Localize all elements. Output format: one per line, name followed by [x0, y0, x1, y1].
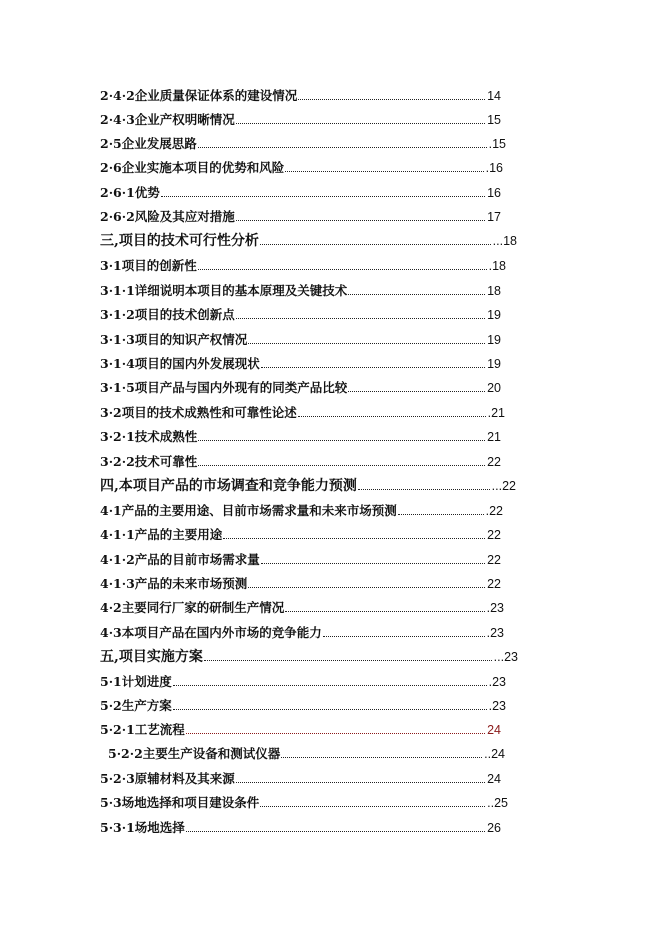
toc-leader-dots: [285, 610, 484, 612]
toc-page-number: 19: [487, 333, 501, 347]
toc-entry[interactable]: [100, 429, 501, 445]
toc-page-number: 16: [487, 186, 501, 200]
toc-title: 风险及其应对措施: [134, 209, 235, 224]
toc-number: 2·5: [100, 136, 122, 151]
toc-leader-dots: [198, 439, 485, 441]
toc-leader-dots: [358, 488, 490, 490]
toc-leader-dots: [198, 464, 485, 466]
toc-entry[interactable]: [100, 649, 518, 665]
toc-entry[interactable]: [100, 674, 506, 690]
toc-title: 本项目产品在国内外市场的竞争能力: [121, 625, 322, 640]
toc-page-number: 22: [487, 528, 501, 542]
toc-number: 5·2: [100, 698, 122, 713]
toc-page-number: 19: [487, 357, 501, 371]
toc-title: 产品的主要用途: [134, 527, 223, 542]
toc-entry[interactable]: [100, 185, 501, 201]
toc-page-number: 24: [487, 772, 501, 786]
toc-number: 4·2: [100, 600, 122, 615]
toc-entry[interactable]: [100, 88, 501, 104]
toc-number: 3·1·4: [100, 356, 135, 371]
toc-number: 4·1·2: [100, 552, 135, 567]
toc-page-number: ...22: [491, 479, 516, 493]
toc-page-number: 14: [487, 89, 501, 103]
toc-leader-dots: [173, 684, 487, 686]
toc-number: 2·4·3: [100, 112, 135, 127]
toc-title: 生产方案: [121, 698, 172, 713]
toc-page-number: 21: [487, 430, 501, 444]
toc-page-number: 18: [487, 284, 501, 298]
toc-leader-dots: [161, 195, 485, 197]
toc-leader-dots: [281, 756, 482, 758]
toc-title: 工艺流程: [134, 722, 185, 737]
toc-page-number: .21: [487, 406, 505, 420]
toc-number: 5·2·3: [100, 771, 135, 786]
toc-number: 2·4·2: [100, 88, 135, 103]
toc-leader-dots: [261, 366, 485, 368]
toc-title: 详细说明本项目的基本原理及关键技术: [134, 283, 348, 298]
toc-leader-dots: [248, 342, 485, 344]
toc-title: 企业产权明晰情况: [134, 112, 235, 127]
toc-number: 3·1·2: [100, 307, 135, 322]
toc-entry[interactable]: [100, 478, 516, 494]
toc-leader-dots: [260, 805, 485, 807]
toc-title: 企业实施本项目的优势和风险: [121, 160, 285, 175]
toc-entry[interactable]: [100, 552, 501, 568]
toc-leader-dots: [260, 243, 491, 245]
toc-page-number: .18: [488, 259, 506, 273]
toc-page-number: ...18: [492, 234, 517, 248]
toc-entry[interactable]: [108, 746, 505, 762]
toc-entry[interactable]: [100, 503, 503, 519]
toc-leader-dots: [348, 293, 485, 295]
toc-entry[interactable]: [100, 332, 501, 348]
toc-title: 产品的目前市场需求量: [134, 552, 260, 567]
toc-leader-dots: [186, 732, 485, 734]
toc-leader-dots: [223, 537, 485, 539]
toc-leader-dots: [348, 390, 485, 392]
toc-page-number: 22: [487, 455, 501, 469]
toc-page-number: 15: [487, 113, 501, 127]
toc-leader-dots: [236, 219, 485, 221]
toc-page-number: 26: [487, 821, 501, 835]
toc-page-number: .23: [488, 675, 506, 689]
toc-page-number: .15: [488, 137, 506, 151]
toc-leader-dots: [261, 562, 485, 564]
toc-page-number: 17: [487, 210, 501, 224]
toc-page-number: 20: [487, 381, 501, 395]
toc-number: 4·1·3: [100, 576, 135, 591]
toc-title: 项目的技术可行性分析: [118, 233, 259, 249]
toc-leader-dots: [298, 415, 486, 417]
toc-page-number: 22: [487, 553, 501, 567]
toc-title: 项目的技术成熟性和可靠性论述: [121, 405, 297, 420]
toc-title: 原辅材料及其来源: [134, 771, 235, 786]
toc-page-number: 22: [487, 577, 501, 591]
toc-number: 4·3: [100, 625, 122, 640]
toc-title: 计划进度: [121, 674, 172, 689]
toc-entry[interactable]: [100, 283, 501, 299]
toc-leader-dots: [173, 708, 487, 710]
toc-number: 5·2·2: [108, 746, 143, 761]
toc-number: 3·2·1: [100, 429, 135, 444]
toc-entry[interactable]: [100, 454, 501, 470]
toc-number: 2·6: [100, 160, 122, 175]
toc-page-number: .16: [485, 161, 503, 175]
toc-number: 5·1: [100, 674, 122, 689]
toc-page-number: ...23: [493, 650, 518, 664]
toc-page-number: .23: [488, 699, 506, 713]
toc-leader-dots: [236, 122, 485, 124]
toc-entry[interactable]: [100, 209, 501, 225]
toc-title: 产品的未来市场预测: [134, 576, 248, 591]
toc-entry[interactable]: [100, 576, 501, 592]
toc-title: 企业质量保证体系的建设情况: [134, 88, 298, 103]
toc-entry[interactable]: [100, 136, 506, 152]
toc-number: 2·6·1: [100, 185, 135, 200]
toc-leader-dots: [198, 268, 487, 270]
toc-entry[interactable]: [100, 820, 501, 836]
toc-number: 三,: [100, 233, 119, 249]
toc-entry[interactable]: [100, 600, 504, 616]
toc-number: 3·2·2: [100, 454, 135, 469]
toc-entry[interactable]: [100, 771, 501, 787]
toc-leader-dots: [198, 146, 487, 148]
toc-page-number: ..24: [484, 747, 505, 761]
toc-number: 3·1: [100, 258, 122, 273]
toc-entry[interactable]: [100, 307, 501, 323]
toc-entry[interactable]: [100, 380, 501, 396]
toc-page-number: .22: [485, 504, 503, 518]
toc-leader-dots: [298, 98, 485, 100]
toc-title: 项目实施方案: [118, 649, 203, 665]
toc-page-number: 19: [487, 308, 501, 322]
toc-number: 4·1: [100, 503, 122, 518]
toc-number: 四,: [100, 478, 119, 494]
toc-title: 本项目产品的市场调查和竞争能力预测: [118, 478, 357, 494]
toc-title: 主要同行厂家的研制生产情况: [121, 600, 285, 615]
toc-page-number: 24: [487, 723, 501, 737]
toc-entry[interactable]: [100, 698, 506, 714]
toc-number: 5·3·1: [100, 820, 135, 835]
toc-leader-dots: [248, 586, 485, 588]
toc-page-number: .23: [486, 601, 504, 615]
toc-entry[interactable]: [100, 258, 506, 274]
toc-number: 4·1·1: [100, 527, 135, 542]
toc-title: 优势: [134, 185, 160, 200]
toc-leader-dots: [236, 781, 485, 783]
toc-leader-dots: [398, 513, 484, 515]
toc-entry[interactable]: [100, 356, 501, 372]
toc-number: 3·2: [100, 405, 122, 420]
toc-leader-dots: [236, 317, 485, 319]
toc-title: 项目的知识产权情况: [134, 332, 248, 347]
toc-entry[interactable]: [100, 405, 505, 421]
toc-entry[interactable]: [100, 160, 503, 176]
toc-title: 项目的国内外发展现状: [134, 356, 260, 371]
toc-title: 主要生产设备和测试仪器: [142, 746, 281, 761]
toc-title: 技术成熟性: [134, 429, 198, 444]
toc-entry[interactable]: [100, 625, 504, 641]
toc-leader-dots: [204, 659, 492, 661]
toc-title: 项目产品与国内外现有的同类产品比较: [134, 380, 348, 395]
toc-number: 5·2·1: [100, 722, 135, 737]
toc-number: 2·6·2: [100, 209, 135, 224]
toc-leader-dots: [323, 635, 485, 637]
toc-title: 产品的主要用途、目前市场需求量和未来市场预测: [121, 503, 397, 518]
toc-title: 技术可靠性: [134, 454, 198, 469]
toc-leader-dots: [186, 830, 485, 832]
toc-entry[interactable]: [100, 722, 501, 738]
toc-number: 3·1·5: [100, 380, 135, 395]
toc-leader-dots: [285, 170, 483, 172]
toc-number: 3·1·3: [100, 332, 135, 347]
toc-title: 项目的技术创新点: [134, 307, 235, 322]
toc-number: 3·1·1: [100, 283, 135, 298]
toc-title: 场地选择: [134, 820, 185, 835]
toc-page-number: ..25: [487, 796, 508, 810]
toc-title: 项目的创新性: [121, 258, 197, 273]
toc-title: 企业发展思路: [121, 136, 197, 151]
toc-entry[interactable]: [100, 233, 517, 249]
toc-number: 五,: [100, 649, 119, 665]
toc-number: 5·3: [100, 795, 122, 810]
toc-entry[interactable]: [100, 795, 508, 811]
toc-page-number: .23: [486, 626, 504, 640]
toc-entry[interactable]: [100, 527, 501, 543]
toc-title: 场地选择和项目建设条件: [121, 795, 260, 810]
toc-entry[interactable]: [100, 112, 501, 128]
